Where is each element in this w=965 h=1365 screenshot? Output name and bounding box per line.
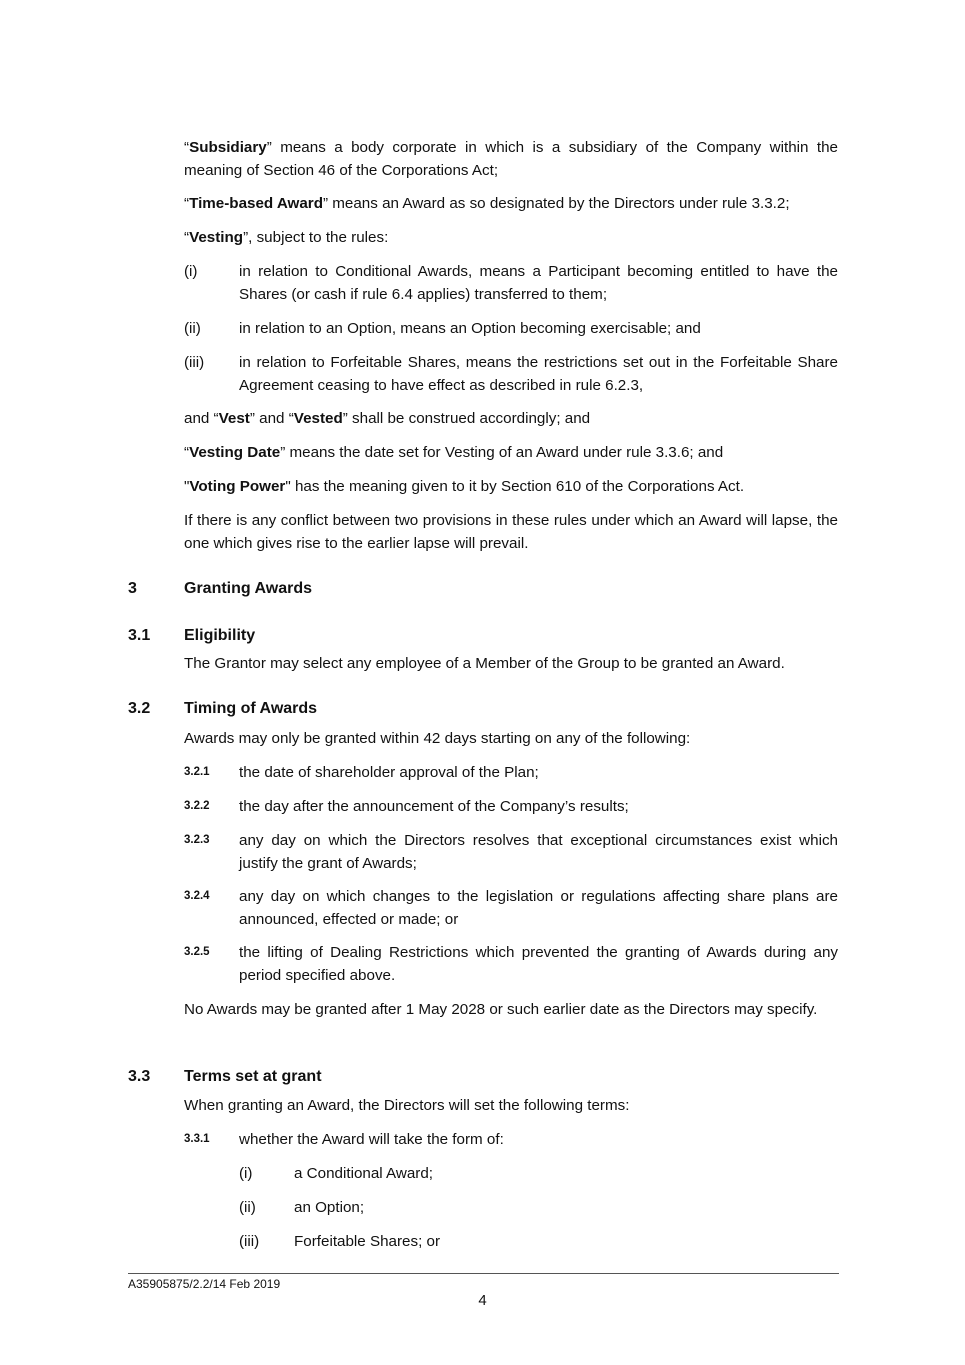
subsection-number: 3.2 — [128, 700, 151, 717]
rule-number: 3.2.5 — [184, 946, 210, 958]
option-number: (iii) — [239, 1233, 260, 1250]
definition-text: ” means the date set for Vesting of an Award under rule 3.3.6; and — [280, 444, 724, 461]
vesting-item-number: (iii) — [184, 354, 205, 371]
terms-intro: When granting an Award, the Directors will set the following terms: — [184, 1097, 630, 1114]
defined-term: Voting Power — [189, 478, 286, 495]
section-title: Granting Awards — [184, 580, 313, 597]
option-number: (i) — [239, 1165, 253, 1182]
subsection-number: 3.1 — [128, 627, 151, 644]
quote: “ — [184, 444, 190, 461]
vesting-item-number: (ii) — [184, 320, 201, 337]
vesting-item-text: in relation to Forfeitable Shares, means the restrictions set out in the Forfeitable Share Agreement ceasing to have effect as described in rule 6.2.3, — [239, 354, 838, 394]
footer-reference: A35905875/2.2/14 Feb 2019 — [128, 1277, 281, 1291]
closing-text: and “ — [184, 410, 219, 427]
rule-text: whether the Award will take the form of: — [239, 1131, 504, 1148]
timing-closing: No Awards may be granted after 1 May 2028 or such earlier date as the Directors may specify. — [184, 1001, 818, 1018]
rule-text: the day after the announcement of the Company’s results; — [239, 798, 629, 815]
conflict-paragraph: If there is any conflict between two provisions in these rules under which an Award will lapse, the one which gives rise to the earlier lapse will prevail. — [184, 512, 838, 552]
rule-number: 3.3.1 — [184, 1133, 210, 1145]
vesting-item-text: in relation to an Option, means an Option becoming exercisable; and — [239, 320, 701, 337]
closing-text: ” shall be construed accordingly; and — [342, 410, 591, 427]
definition-vesting-date — [184, 441, 838, 464]
definition-text: ” means a body corporate in which is a subsidiary of the Company within the meaning of Section 46 of the Corporations Act; — [184, 139, 838, 179]
option-text: a Conditional Award; — [294, 1165, 434, 1182]
option-number: (ii) — [239, 1199, 256, 1216]
rule-number: 3.2.2 — [184, 800, 210, 812]
rule-number: 3.2.4 — [184, 890, 210, 902]
option-text: an Option; — [294, 1199, 365, 1216]
page-number: 4 — [478, 1292, 487, 1309]
vesting-item-text: in relation to Conditional Awards, means a Participant becoming entitled to have the Shares (or cash if rule 6.4 applies) transferred to them; — [239, 263, 838, 303]
defined-term: Vesting — [189, 229, 244, 246]
defined-term: Vesting Date — [189, 444, 281, 461]
section-number: 3 — [128, 580, 137, 597]
vesting-item-number: (i) — [184, 263, 198, 280]
closing-text: ” and “ — [249, 410, 294, 427]
quote: " — [184, 478, 190, 495]
rule-text: the lifting of Dealing Restrictions which prevented the granting of Awards during any period specified above. — [239, 944, 838, 984]
definition-text: ”, subject to the rules: — [243, 229, 389, 246]
definition-vesting — [184, 226, 838, 249]
footer-divider — [128, 1273, 839, 1274]
quote: “ — [184, 229, 190, 246]
defined-term: Vested — [293, 410, 343, 427]
timing-intro: Awards may only be granted within 42 days starting on any of the following: — [184, 730, 691, 747]
eligibility-text: The Grantor may select any employee of a Member of the Group to be granted an Award. — [184, 655, 785, 672]
quote: “ — [184, 195, 190, 212]
defined-term: Subsidiary — [189, 139, 267, 156]
definition-subsidiary — [184, 136, 838, 182]
rule-text: any day on which changes to the legislation or regulations affecting share plans are announced, effected or made; or — [239, 888, 838, 928]
definition-voting-power — [184, 475, 838, 498]
definition-time-based-award — [184, 192, 838, 215]
quote: “ — [184, 139, 190, 156]
subsection-title: Terms set at grant — [184, 1068, 322, 1085]
rule-number: 3.2.3 — [184, 834, 210, 846]
rule-text: any day on which the Directors resolves that exceptional circumstances exist which justify the grant of Awards; — [239, 832, 838, 872]
defined-term: Time-based Award — [189, 195, 323, 212]
definition-text: " has the meaning given to it by Section 610 of the Corporations Act. — [285, 478, 745, 495]
vesting-closing — [184, 407, 838, 430]
subsection-title: Timing of Awards — [184, 700, 318, 717]
rule-text: the date of shareholder approval of the Plan; — [239, 764, 539, 781]
subsection-number: 3.3 — [128, 1068, 151, 1085]
subsection-title: Eligibility — [184, 627, 256, 644]
definition-text: ” means an Award as so designated by the Directors under rule 3.3.2; — [322, 195, 790, 212]
option-text: Forfeitable Shares; or — [294, 1233, 441, 1250]
defined-term: Vest — [218, 410, 250, 427]
rule-number: 3.2.1 — [184, 766, 210, 778]
